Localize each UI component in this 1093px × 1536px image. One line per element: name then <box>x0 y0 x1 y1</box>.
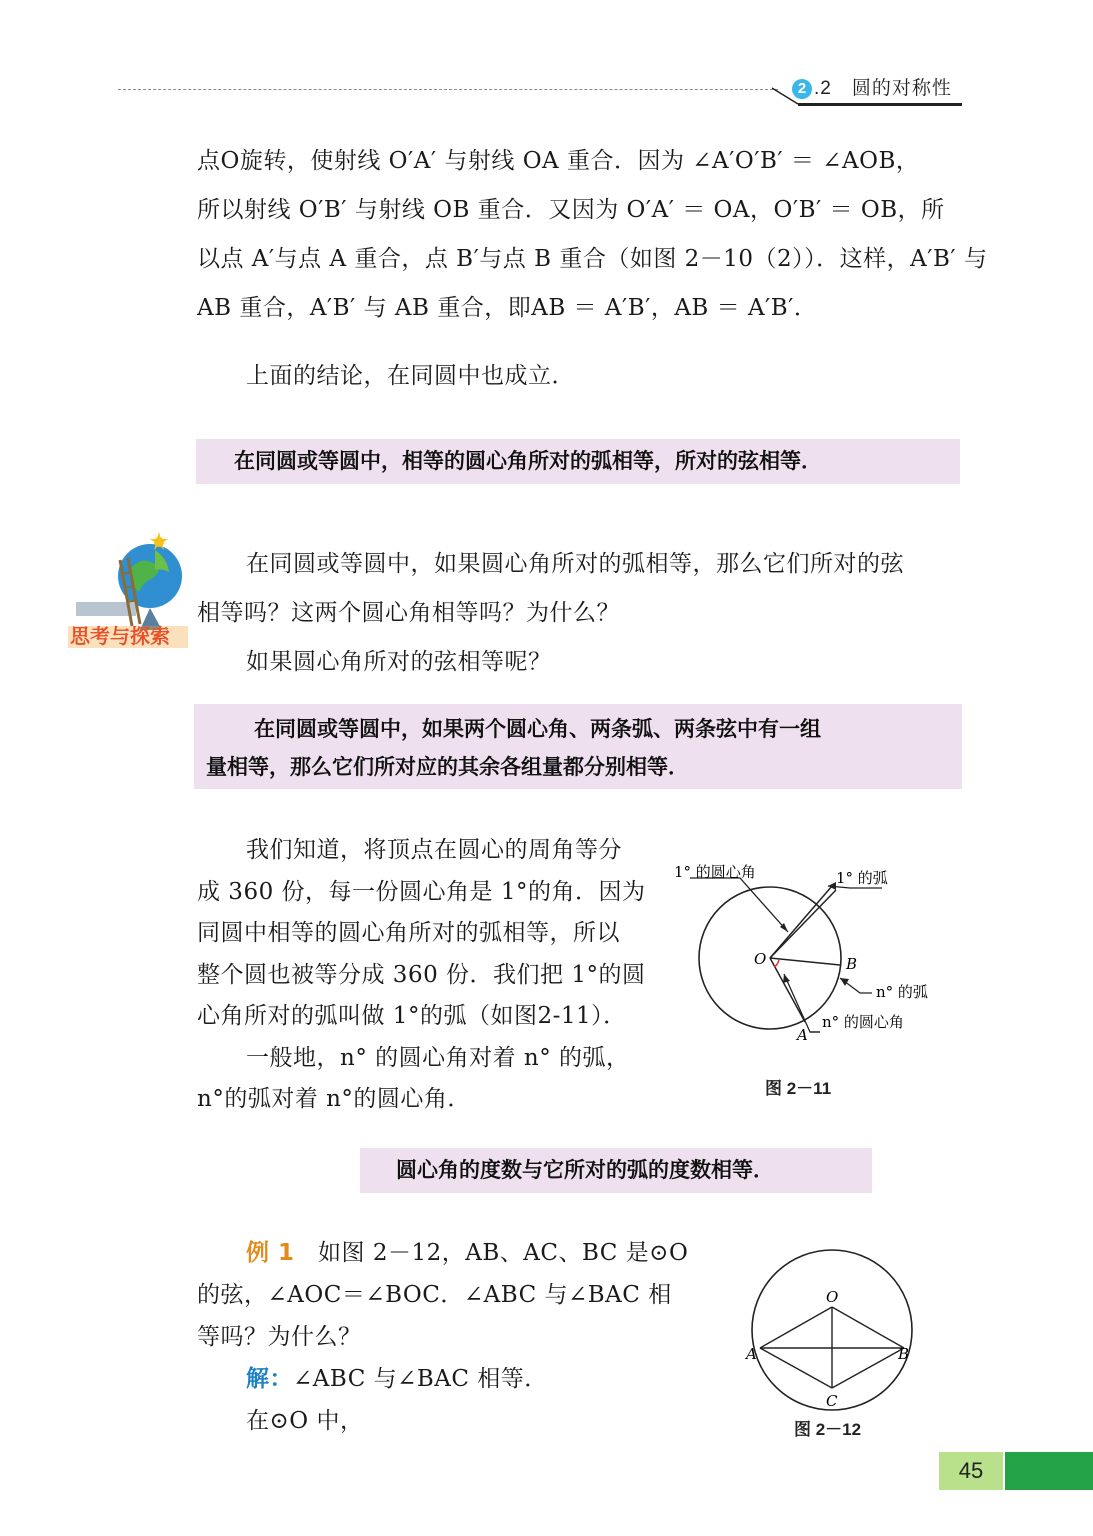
fig211-label-n-angle: n° 的圆心角 <box>822 1013 904 1031</box>
degree-paragraph <box>197 830 645 1121</box>
fig212-point-A: A <box>746 1345 757 1363</box>
fig211-radius-1 <box>770 890 836 958</box>
fig212-point-B: B <box>898 1345 910 1363</box>
fig211-radius-OB <box>770 958 840 965</box>
think-explore-logo <box>60 530 190 650</box>
example-next-line: 在⊙O 中， <box>246 1408 364 1434</box>
example-first-line <box>197 1232 688 1274</box>
degree-line: 成 360 份，每一份圆心角是 1°的角．因为 <box>197 878 646 905</box>
think-line: 如果圆心角所对的弦相等呢？ <box>246 649 552 675</box>
fig211-label-1deg-angle: 1° 的圆心角 <box>674 863 756 881</box>
think-line: 相等吗？这两个圆心角相等吗？为什么？ <box>197 600 620 626</box>
fig211-point-A: A <box>797 1026 808 1044</box>
theorem-3-text: 圆心角的度数与它所对的弧的度数相等． <box>396 1158 774 1182</box>
degree-line: 整个圆也被等分成 360 份．我们把 1°的圆 <box>197 961 646 988</box>
fig212-OA <box>760 1307 832 1348</box>
fig211-radius-OA <box>770 958 805 1022</box>
degree-line: 我们知道，将顶点在圆心的周角等分 <box>246 837 622 863</box>
proof-paragraph <box>197 137 987 333</box>
proof-line: 所以射线 O′B′ 与射线 OB 重合．又因为 O′A′ ＝ OA，O′B′ ＝ OB，所 <box>197 197 945 223</box>
theorem-box-3 <box>360 1148 872 1193</box>
figure-2-11 <box>660 850 950 1055</box>
fig211-label-1deg-arc: 1° 的弧 <box>836 869 888 887</box>
conclusion-text <box>246 352 575 401</box>
fig211-leader-n-angle <box>784 974 820 1032</box>
section-title: .2 圆的对称性 <box>814 78 952 99</box>
degree-line: 心角所对的弧叫做 1°的弧（如图2-11）． <box>197 1003 627 1029</box>
conclusion-line: 上面的结论，在同圆中也成立． <box>246 363 575 389</box>
theorem-box-1 <box>196 439 960 484</box>
theorem-2-line: 量相等，那么它们所对应的其余各组量都分别相等． <box>206 755 689 779</box>
solution-label: 解： <box>246 1366 293 1392</box>
header-dashed-line <box>118 89 778 90</box>
fig212-OB <box>832 1307 904 1348</box>
fig211-angle-arc <box>774 960 779 967</box>
page-number-bar <box>1005 1452 1093 1490</box>
example-label: 例 1 <box>246 1240 295 1266</box>
degree-line: n°的弧对着 n°的圆心角． <box>197 1086 471 1112</box>
think-line: 在同圆或等圆中，如果圆心角所对的弧相等，那么它们所对的弦 <box>246 551 904 577</box>
theorem-1-text: 在同圆或等圆中，相等的圆心角所对的弧相等，所对的弦相等． <box>234 449 822 473</box>
proof-line: AB 重合，A′B′ 与 AB 重合，即AB ＝ A′B′，AB ＝ A′B′． <box>197 295 818 321</box>
think-explore-text <box>197 540 904 687</box>
example-line: 等吗？为什么？ <box>197 1324 362 1350</box>
page-number: 45 <box>939 1452 1003 1490</box>
theorem-box-2 <box>194 704 962 789</box>
proof-line: 以点 A′与点 A 重合，点 B′与点 B 重合（如图 2－10（2））．这样，A′B′ 与 <box>197 246 988 272</box>
fig211-leader-1deg-angle <box>690 878 788 932</box>
figure-2-11-caption: 图 2－11 <box>765 1079 832 1098</box>
solution-text: ∠ABC 与∠BAC 相等． <box>293 1366 548 1392</box>
example-line: 如图 2－12，AB、AC、BC 是⊙O <box>318 1240 689 1266</box>
figure-2-12 <box>740 1235 930 1420</box>
fig212-point-C: C <box>826 1392 838 1410</box>
proof-line: 点O旋转，使射线 O′A′ 与射线 OA 重合．因为 ∠A′O′B′ ＝ ∠AOB， <box>197 148 920 174</box>
example-line: 的弦，∠AOC＝∠BOC．∠ABC 与∠BAC 相 <box>197 1282 672 1308</box>
think-explore-logo-text: 思考与探索 <box>70 624 170 648</box>
degree-line: 一般地，n° 的圆心角对着 n° 的弧， <box>246 1044 630 1071</box>
example-1 <box>197 1232 688 1442</box>
header-rule <box>798 103 962 106</box>
fig211-point-O: O <box>754 950 767 968</box>
fig211-label-n-arc: n° 的弧 <box>876 983 928 1001</box>
solution-line <box>197 1358 688 1400</box>
figure-2-12-caption: 图 2－12 <box>794 1420 862 1439</box>
fig211-point-B: B <box>846 955 858 973</box>
theorem-2-line: 在同圆或等圆中，如果两个圆心角、两条弧、两条弦中有一组 <box>254 717 821 741</box>
degree-line: 同圆中相等的圆心角所对的弧相等，所以 <box>197 920 620 946</box>
fig212-point-O: O <box>826 1288 839 1306</box>
chapter-badge: 2 <box>792 79 812 99</box>
